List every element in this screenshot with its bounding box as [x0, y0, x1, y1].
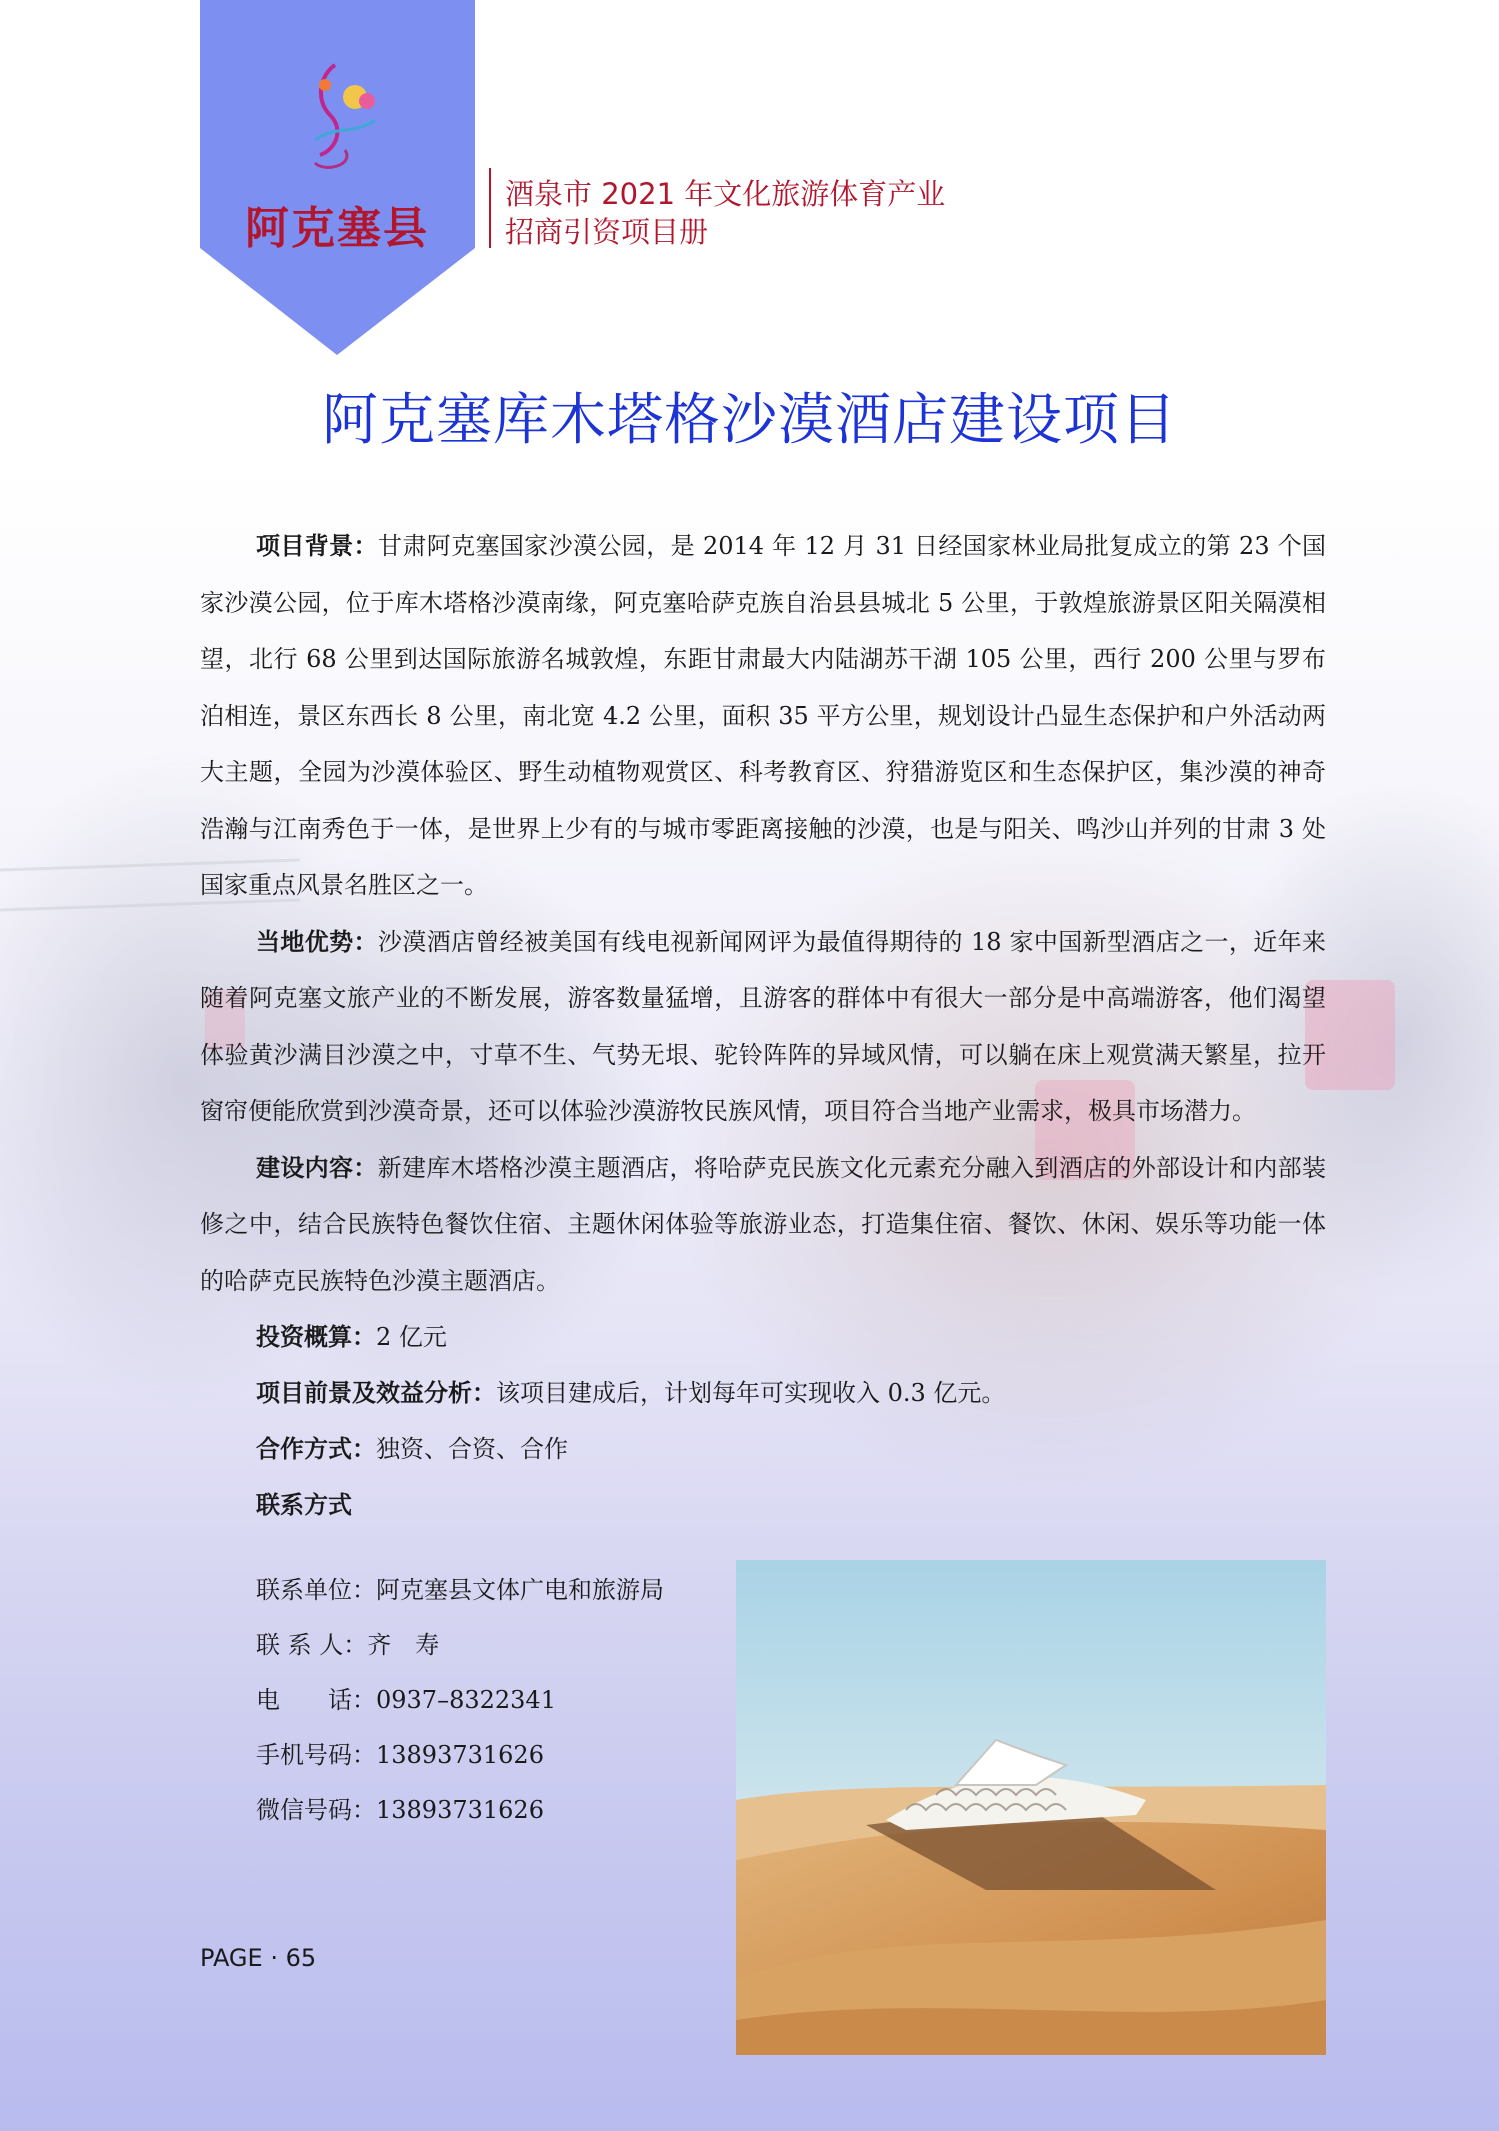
- section-label: 项目背景：: [256, 531, 378, 560]
- section-label: 项目前景及效益分析：: [256, 1378, 496, 1407]
- header-subtitle-line-1: 酒泉市 2021 年文化旅游体育产业: [505, 177, 946, 211]
- project-description: [200, 518, 1326, 1533]
- section-text: 沙漠酒店曾经被美国有线电视新闻网评为最值得期待的 18 家中国新型酒店之一，近年来随着阿克塞文旅产业的不断发展，游客数量猛增，且游客的群体中有很大一部分是中高端游客，他们渴望体验黄沙满目沙漠之中，寸草不生、气势无垠、驼铃阵阵的异域风情，可以躺在床上观赏满天繁星，拉开窗帘便能欣赏到沙漠奇景，还可以体验沙漠游牧民族风情，项目符合当地产业需求，极具市场潜力。: [200, 927, 1327, 1125]
- contact-heading: 联系方式: [256, 1490, 352, 1519]
- section-label: 合作方式：: [256, 1434, 376, 1463]
- section-text: 独资、合资、合作: [376, 1435, 568, 1463]
- section-label: 建设内容：: [256, 1152, 378, 1182]
- page-title: 阿克塞库木塔格沙漠酒店建设项目: [322, 388, 1177, 453]
- contact-row-unit: 联系单位：阿克塞县文体广电和旅游局: [256, 1576, 664, 1604]
- section-label: 当地优势：: [256, 926, 378, 956]
- contact-list: [256, 1563, 664, 1838]
- county-badge: [200, 0, 475, 355]
- desert-hotel-photo: [736, 1560, 1326, 2055]
- section-text: 2 亿元: [376, 1323, 447, 1351]
- contact-row-person: 联 系 人：齐 寿: [256, 1631, 440, 1659]
- contact-row-wechat: 微信号码：13893731626: [256, 1796, 544, 1824]
- section-advantage: [200, 914, 1326, 1140]
- badge-title: 阿克塞县: [245, 203, 429, 254]
- contact-row-phone: 电 话：0937–8322341: [256, 1686, 556, 1714]
- section-background: [200, 518, 1326, 914]
- section-text: 甘肃阿克塞国家沙漠公园，是 2014 年 12 月 31 日经国家林业局批复成立的第 23 个国家沙漠公园，位于库木塔格沙漠南缘，阿克塞哈萨克族自治县县城北 5 公里，于敦煌旅游景区阳关隔漠相望，北行 68 公里到达国际旅游名城敦煌，东距甘肃最大内陆湖苏干湖 105 公里，西行 200 公里与罗布泊相连，景区东西长 8 公里，南北宽 4.2 公里，面积 35 平方公里，规划设计凸显生态保护和户外活动两大主题，全园为沙漠体验区、野生动植物观赏区、科考教育区、狩猎游览区和生态保护区，集沙漠的神奇浩瀚与江南秀色于一体，是世界上少有的与城市零距离接触的沙漠，也是与阳关、鸣沙山并列的甘肃 3 处国家重点风景名胜区之一。: [200, 532, 1326, 899]
- section-text: 该项目建成后，计划每年可实现收入 0.3 亿元。: [496, 1379, 1006, 1407]
- contact-row-mobile: 手机号码：13893731626: [256, 1741, 544, 1769]
- section-construction: [200, 1140, 1326, 1310]
- section-investment: [200, 1309, 1326, 1365]
- header-divider: [489, 168, 491, 248]
- header-subtitle-line-2: 招商引资项目册: [505, 215, 709, 249]
- section-label: 投资概算：: [256, 1322, 376, 1351]
- page-number: PAGE · 65: [200, 1944, 317, 1972]
- section-text: 新建库木塔格沙漠主题酒店，将哈萨克民族文化元素充分融入到酒店的外部设计和内部装修之中，结合民族特色餐饮住宿、主题休闲体验等旅游业态，打造集住宿、餐饮、休闲、娱乐等功能一体的哈萨克民族特色沙漠主题酒店。: [200, 1153, 1327, 1295]
- section-prospect: [200, 1365, 1326, 1421]
- section-cooperation: [200, 1421, 1326, 1477]
